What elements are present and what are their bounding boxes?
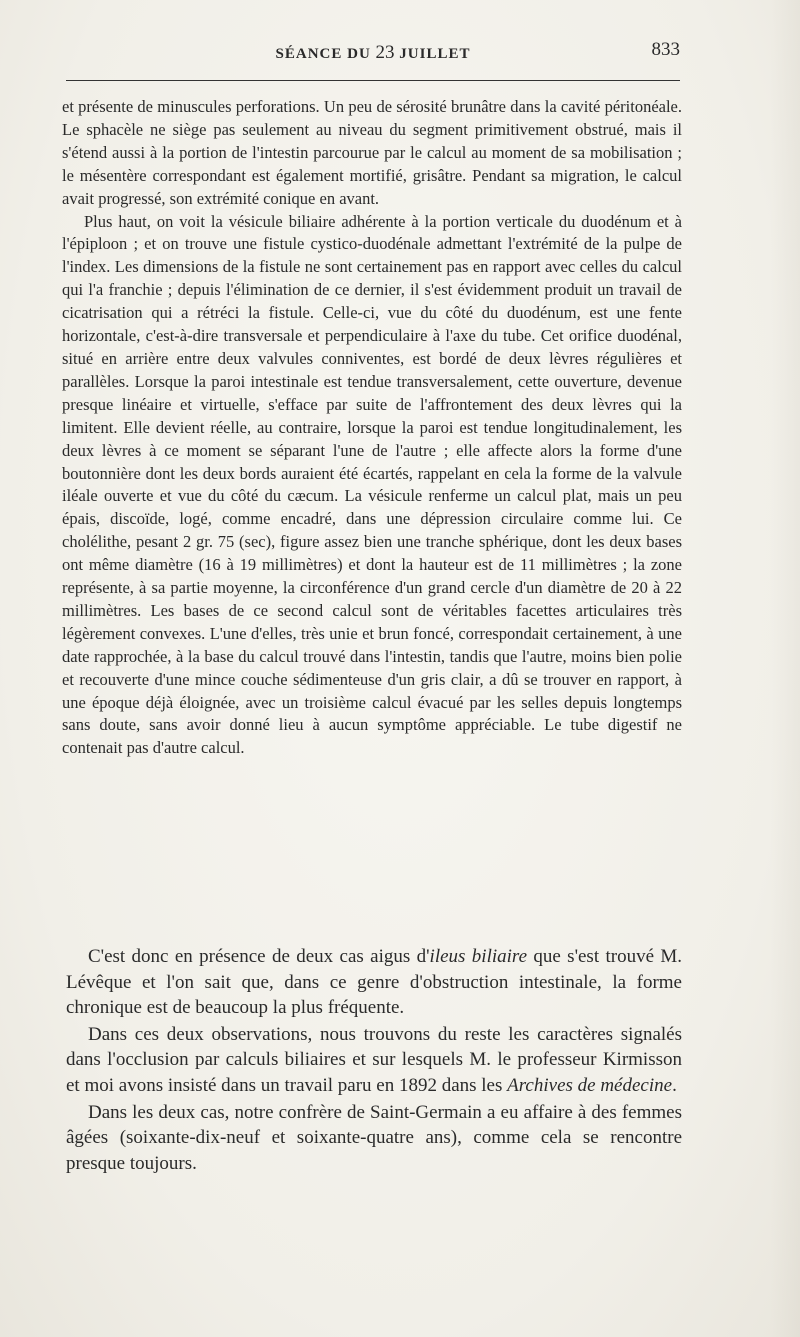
large-paragraph-1-pre: C'est donc en présence de deux cas aigus d' — [88, 946, 430, 967]
large-paragraph-1-emphasis: ileus biliaire — [429, 946, 528, 967]
running-title-day: 23 — [375, 42, 395, 63]
large-paragraph-3: Dans les deux cas, notre confrère de Saint-Germain a eu affaire à des femmes âgées (soixante-dix-neuf et soixante-quatre ans), comme cela se rencontre presque toujours. — [66, 1101, 682, 1174]
large-paragraph-2 — [66, 1022, 682, 1099]
page-number: 833 — [651, 39, 680, 60]
small-text-block — [62, 96, 682, 760]
running-title-post: JUILLET — [394, 46, 471, 62]
large-paragraph-2-post: . — [672, 1074, 677, 1096]
large-text-block — [66, 944, 682, 1176]
header-rule — [66, 80, 680, 81]
small-paragraph-2: Plus haut, on voit la vésicule biliaire adhérente à la portion verticale du duodénum et à l'épiploon ; et on trouve une fistule cystico-duodénale admettant l'extrémité de la pulpe de l'index. Les dimensions de la fistule ne sont certainement pas en rapport avec celles du calcul qui l'a franchie ; depuis l'élimination de ce dernier, il s'est évidemment produit un travail de cicatrisation qui a rétréci la fistule. Celle-ci, vue du côté du duodénum, est une fente horizontale, c'est-à-dire transversale et perpendiculaire à l'axe du tube. Cet orifice duodénal, situé en arrière entre deux valvules conniventes, est bordé de deux lèvres régulières et parallèles. Lorsque la paroi intestinale est tendue transversalement, cette ouverture, devenue presque linéaire et virtuelle, s'efface par suite de l'affrontement des deux lèvres qui la limitent. Elle devient réelle, au contraire, lorsque la paroi est tendue longitudinalement, les deux lèvres à ce moment se séparant l'une de l'autre ; elle affecte alors la forme d'une boutonnière dont les deux bords auraient été écartés, rappelant en cela la forme de la valvule iléale ouverte et vue du côté du cæcum. La vésicule renferme un calcul plat, mais un peu épais, discoïde, logé, comme encadré, dans une dépression circulaire comme lui. Ce cholélithe, pesant 2 gr. 75 (sec), figure assez bien une tranche sphérique, dont les deux bases ont même diamètre (16 à 19 millimètres) et dont la hauteur est de 11 millimètres ; la zone représente, à sa partie moyenne, la circonférence d'un grand cercle d'un diamètre de 20 à 22 millimètres. Les bases de ce second calcul sont de véritables facettes articulaires très légèrement convexes. L'une d'elles, très unie et brun foncé, correspondait certainement, à une date rapprochée, à la base du calcul trouvé dans l'intestin, tandis que l'autre, moins bien polie et recouverte d'une mince couche sédimenteuse d'un gris clair, a dû se trouver en rapport, à une époque déjà éloignée, avec un troisième calcul évacué par les selles depuis longtemps sans doute, sans avoir donné lieu à aucun symptôme appréciable. Le tube digestif ne contenait pas d'autre calcul. — [62, 211, 682, 758]
small-paragraph-1: et présente de minuscules perforations. Un peu de sérosité brunâtre dans la cavité péritonéale. Le sphacèle ne siège pas seulement au niveau du segment primitivement obstrué, mais il s'étend aussi à la portion de l'intestin parcourue par le calcul au moment de sa mobilisation ; le mésentère correspondant est également mortifié, grisâtre. Pendant sa migration, le calcul avait progressé, son extrémité conique en avant. — [62, 97, 682, 208]
large-paragraph-1 — [66, 944, 682, 1021]
large-paragraph-2-emphasis: Archives de médecine — [507, 1074, 673, 1096]
large-paragraph-2-pre: Dans ces deux observations, nous trouvons du reste les caractères signalés dans l'occlusion par calculs biliaires et sur lesquels M. le professeur Kirmisson et moi avons insisté dans un travail paru en 1892 dans les — [66, 1023, 682, 1096]
running-title — [66, 42, 680, 64]
running-title-pre: SÉANCE DU — [275, 46, 376, 62]
page-header — [66, 36, 680, 72]
page-edge-shading — [770, 0, 800, 1337]
large-paragraph-1-post: que s'est trouvé M. Lévêque et l'on sait que, dans ce genre d'obstruction intestinale, la forme chronique est de beaucoup la plus fréquente. — [66, 946, 682, 1019]
